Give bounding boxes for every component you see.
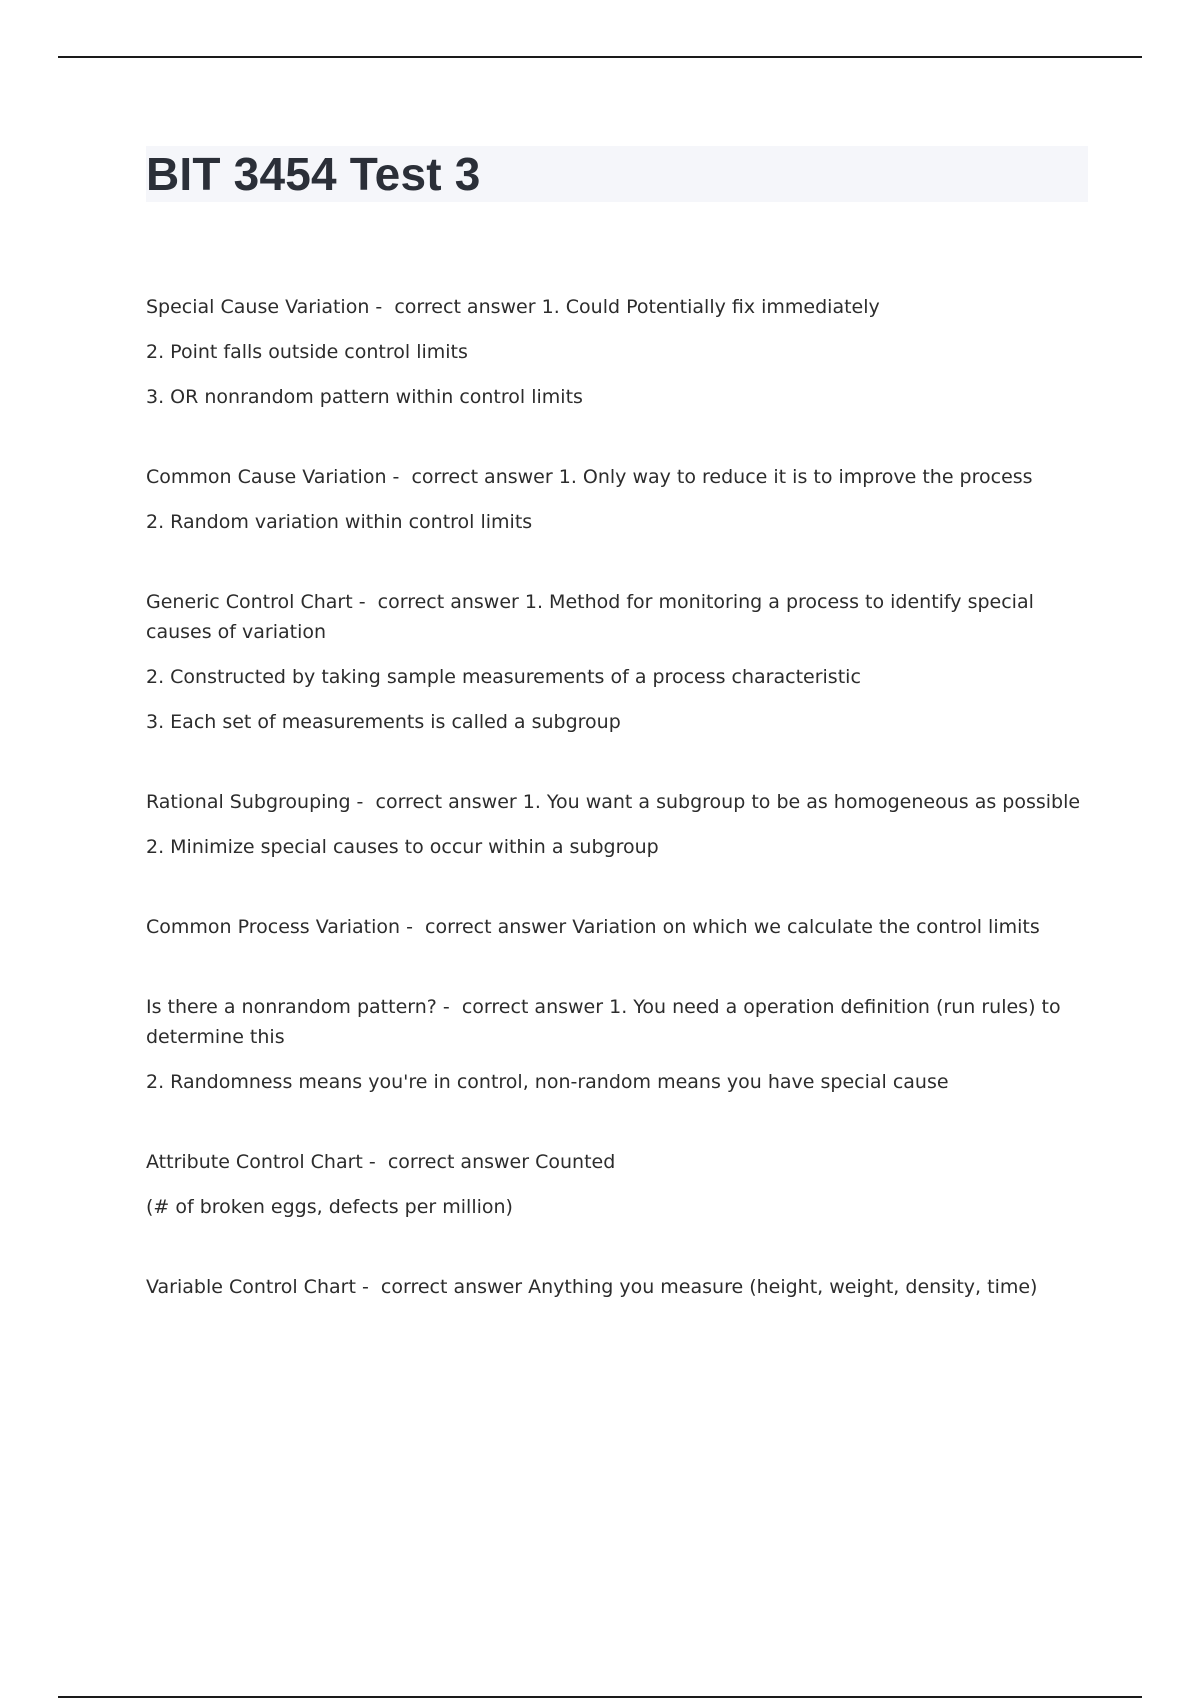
qa-term: Common Cause Variation — [146, 466, 387, 488]
document-title: BIT 3454 Test 3 — [146, 148, 481, 200]
qa-question-line: Special Cause Variation - correct answer 1. Could Potentially fix immediately — [146, 296, 880, 318]
answer-label: correct answer — [375, 791, 517, 813]
qa-entry — [146, 587, 1088, 737]
qa-list — [146, 292, 1088, 1352]
answer-label: correct answer — [380, 1276, 523, 1298]
answer-label: correct answer — [377, 591, 519, 613]
qa-answer-line: 2. Minimize special causes to occur within a subgroup — [146, 836, 659, 858]
qa-answer: Counted — [535, 1151, 616, 1173]
qa-answer: 1. Method for monitoring a process to identify special causes of variation — [146, 591, 1034, 643]
qa-answer-line: 3. OR nonrandom pattern within control limits — [146, 386, 583, 408]
qa-question-line: Generic Control Chart - correct answer 1. Method for monitoring a process to identify special causes of variation — [146, 591, 1034, 643]
bottom-rule — [58, 1696, 1142, 1698]
qa-answer-line: (# of broken eggs, defects per million) — [146, 1196, 513, 1218]
qa-answer-line: 2. Randomness means you're in control, non-random means you have special cause — [146, 1071, 949, 1093]
qa-answer-line: 2. Point falls outside control limits — [146, 341, 468, 363]
qa-question-line: Is there a nonrandom pattern? - correct answer 1. You need a operation definition (run rules) to determine this — [146, 996, 1061, 1048]
qa-answer: Anything you measure (height, weight, density, time) — [528, 1276, 1038, 1298]
qa-entry — [146, 1147, 1088, 1222]
qa-term: Attribute Control Chart — [146, 1151, 363, 1173]
qa-answer: Variation on which we calculate the control limits — [572, 916, 1040, 938]
qa-entry — [146, 787, 1088, 862]
qa-question-line: Common Process Variation - correct answer Variation on which we calculate the control limits — [146, 916, 1040, 938]
qa-answer-line: 2. Constructed by taking sample measurements of a process characteristic — [146, 666, 861, 688]
answer-label: correct answer — [425, 916, 567, 938]
qa-term: Special Cause Variation — [146, 296, 370, 318]
qa-question-line: Common Cause Variation - correct answer 1. Only way to reduce it is to improve the process — [146, 466, 1033, 488]
qa-entry — [146, 1272, 1088, 1302]
qa-question-line: Rational Subgrouping - correct answer 1. You want a subgroup to be as homogeneous as possible — [146, 791, 1081, 813]
qa-term: Variable Control Chart — [146, 1276, 356, 1298]
qa-term: Is there a nonrandom pattern? — [146, 996, 437, 1018]
qa-entry — [146, 462, 1088, 537]
qa-entry — [146, 992, 1088, 1097]
qa-answer-line: 2. Random variation within control limits — [146, 511, 533, 533]
qa-answer: 1. You need a operation definition (run rules) to determine this — [146, 996, 1061, 1048]
answer-label: correct answer — [394, 296, 536, 318]
top-rule — [58, 56, 1142, 58]
qa-answer: 1. Only way to reduce it is to improve the process — [558, 466, 1033, 488]
qa-entry — [146, 292, 1088, 412]
qa-entry — [146, 912, 1088, 942]
qa-term: Generic Control Chart — [146, 591, 353, 613]
qa-answer: 1. Could Potentially fix immediately — [541, 296, 880, 318]
answer-label: correct answer — [387, 1151, 530, 1173]
qa-answer: 1. You want a subgroup to be as homogeneous as possible — [522, 791, 1081, 813]
qa-question-line: Attribute Control Chart - correct answer Counted — [146, 1151, 616, 1173]
answer-label: correct answer — [411, 466, 553, 488]
qa-question-line: Variable Control Chart - correct answer Anything you measure (height, weight, density, time) — [146, 1276, 1038, 1298]
qa-term: Common Process Variation — [146, 916, 401, 938]
qa-term: Rational Subgrouping — [146, 791, 351, 813]
answer-label: correct answer — [461, 996, 604, 1018]
qa-answer-line: 3. Each set of measurements is called a subgroup — [146, 711, 621, 733]
